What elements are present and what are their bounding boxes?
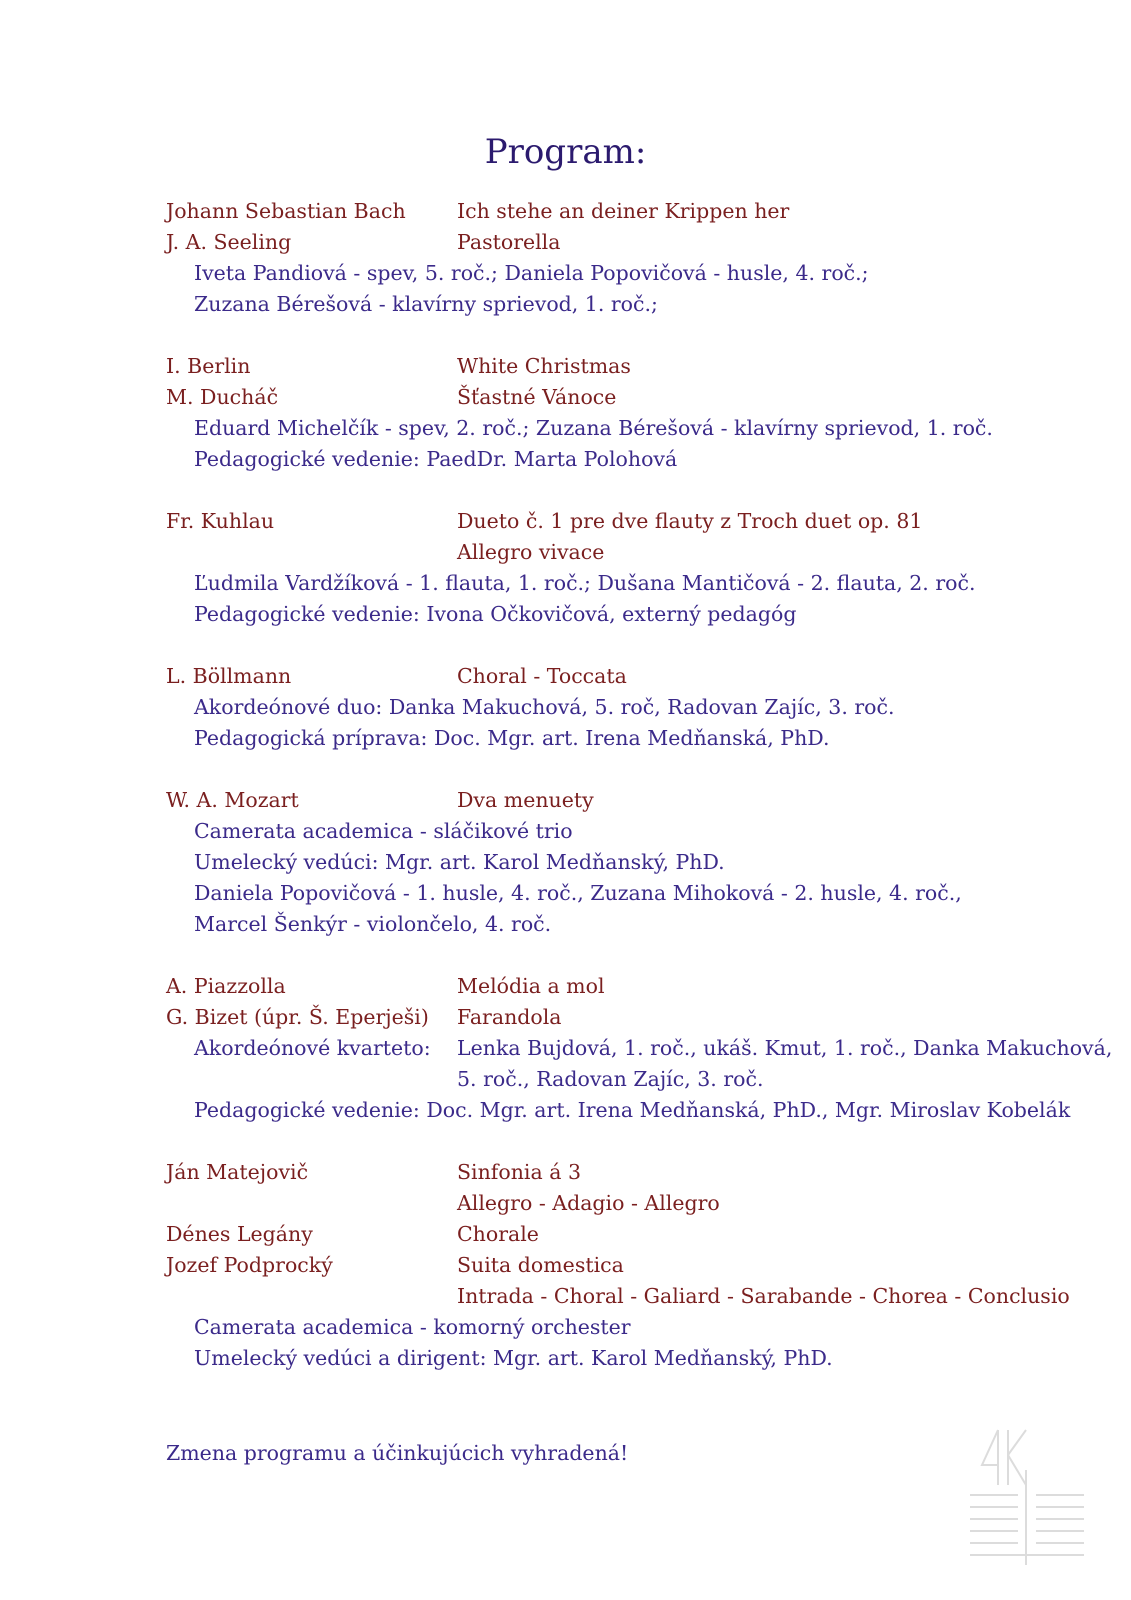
program-change-note: Zmena programu a účinkujúcich vyhradená! [166,1441,629,1465]
performer-line: Camerata academica - sláčikové trio [194,819,573,843]
performer-line: Pedagogické vedenie: Ivona Očkovičová, externý pedagóg [194,602,797,626]
composer-name: Jozef Podprocký [166,1253,333,1277]
work-title: Farandola [457,1005,562,1029]
program-item [166,1002,1066,1033]
program-item [166,1188,1066,1219]
page-title: Program: [484,132,647,172]
program-section [166,196,1066,320]
program-section [166,661,1066,754]
ensemble-label: Akordeónové kvarteto: [194,1036,431,1060]
composer-name: Dénes Legány [166,1222,313,1246]
work-title: Chorale [457,1222,539,1246]
program-item [166,351,1066,382]
composer-name: Ján Matejovič [166,1160,309,1184]
work-title: Melódia a mol [457,974,605,998]
performer-line: Pedagogické vedenie: Doc. Mgr. art. Irena Medňanská, PhD., Mgr. Miroslav Kobelák [194,1098,1071,1122]
composer-name: A. Piazzolla [166,974,286,998]
ensemble-members: Lenka Bujdová, 1. roč., ukáš. Kmut, 1. roč., Danka Makuchová, [457,1036,1113,1060]
institution-logo-watermark-icon [960,1425,1100,1575]
program-item [166,661,1066,692]
composer-name: J. A. Seeling [166,230,292,254]
composer-name: W. A. Mozart [166,788,299,812]
composer-name: M. Ducháč [166,385,279,409]
performer-line: Camerata academica - komorný orchester [194,1315,631,1339]
work-title: Dueto č. 1 pre dve flauty z Troch duet op. 81 [457,509,923,533]
performer-line: Akordeónové duo: Danka Makuchová, 5. roč, Radovan Zajíc, 3. roč. [194,695,895,719]
performer-line: Zuzana Bérešová - klavírny sprievod, 1. roč.; [194,292,658,316]
work-movement: Intrada - Choral - Galiard - Sarabande - Chorea - Conclusio [457,1284,1070,1308]
composer-name: I. Berlin [166,354,251,378]
program-item [166,1219,1066,1250]
work-title: Sinfonia á 3 [457,1160,582,1184]
performer-line: Eduard Michelčík - spev, 2. roč.; Zuzana Bérešová - klavírny sprievod, 1. roč. [194,416,993,440]
program-item [166,1157,1066,1188]
ensemble-line [166,1033,1113,1064]
work-title: Suita domestica [457,1253,624,1277]
performer-line: Umelecký vedúci a dirigent: Mgr. art. Karol Medňanský, PhD. [194,1346,833,1370]
program-item [166,227,1066,258]
program-section [166,971,1113,1126]
performer-line: Marcel Šenkýr - violončelo, 4. roč. [194,912,552,936]
work-title: Dva menuety [457,788,594,812]
program-section [166,785,1066,940]
program-item [166,971,1066,1002]
composer-name: Johann Sebastian Bach [166,199,406,223]
composer-name: Fr. Kuhlau [166,509,275,533]
composer-name: G. Bizet (úpr. Š. Eperješi) [166,1005,429,1029]
program-section [166,351,1066,475]
performer-line: Pedagogická príprava: Doc. Mgr. art. Irena Medňanská, PhD. [194,726,830,750]
ensemble-members: 5. roč., Radovan Zajíc, 3. roč. [457,1067,764,1091]
program-section [166,1157,1070,1374]
program-item [166,1281,1070,1312]
program-item [166,382,1066,413]
work-title: Choral - Toccata [457,664,627,688]
performer-line: Pedagogické vedenie: PaedDr. Marta Polohová [194,447,678,471]
program-item [166,196,1066,227]
program-section [166,506,1066,630]
program-item [166,1250,1066,1281]
work-movement: Allegro - Adagio - Allegro [457,1191,720,1215]
performer-line: Ľudmila Vardžíková - 1. flauta, 1. roč.; Dušana Mantičová - 2. flauta, 2. roč. [194,571,976,595]
program-item [166,537,1066,568]
composer-name: L. Böllmann [166,664,292,688]
work-title: Šťastné Vánoce [457,385,617,409]
program-item [166,506,1066,537]
work-movement: Allegro vivace [457,540,605,564]
work-title: Pastorella [457,230,561,254]
performer-line: Umelecký vedúci: Mgr. art. Karol Medňanský, PhD. [194,850,725,874]
performer-line: Daniela Popovičová - 1. husle, 4. roč., Zuzana Mihoková - 2. husle, 4. roč., [194,881,962,905]
work-title: White Christmas [457,354,631,378]
work-title: Ich stehe an deiner Krippen her [457,199,790,223]
program-list [166,196,1113,1374]
program-item [166,785,1066,816]
performer-line: Iveta Pandiová - spev, 5. roč.; Daniela Popovičová - husle, 4. roč.; [194,261,869,285]
